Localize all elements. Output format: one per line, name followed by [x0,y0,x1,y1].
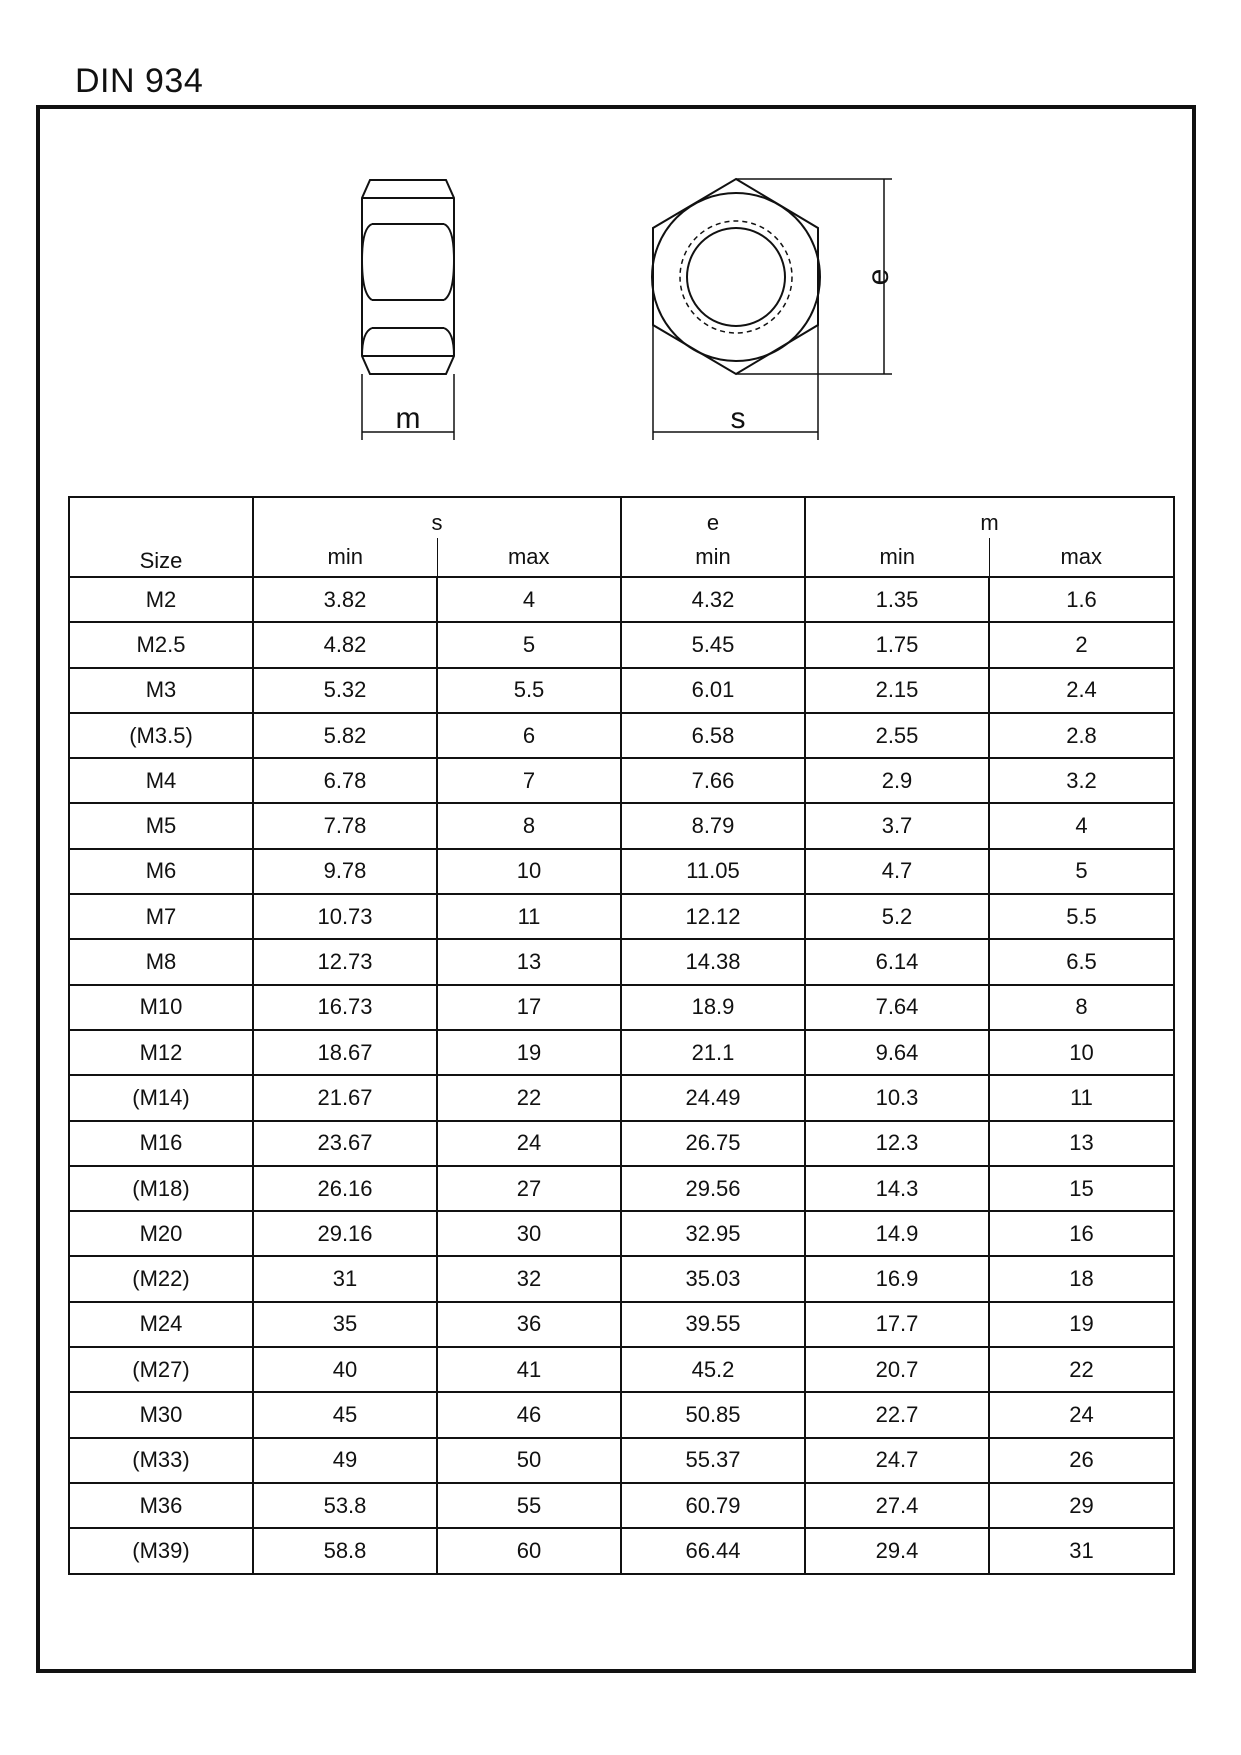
cell-s-max: 36 [437,1302,621,1347]
cell-m-max: 4 [989,803,1174,848]
table-row [69,1302,1174,1347]
cell-m-min: 17.7 [805,1302,989,1347]
cell-m-max: 26 [989,1438,1174,1483]
cell-m-min: 16.9 [805,1256,989,1301]
cell-s-min: 6.78 [253,758,437,803]
cell-size: M5 [69,803,253,848]
cell-s-min: 29.16 [253,1211,437,1256]
cell-m-min: 24.7 [805,1438,989,1483]
cell-size: M2.5 [69,622,253,667]
cell-e-min: 6.58 [621,713,805,758]
cell-s-max: 22 [437,1075,621,1120]
cell-s-min: 18.67 [253,1030,437,1075]
cell-s-min: 26.16 [253,1166,437,1211]
header-size: Size [69,497,253,577]
table-row [69,1483,1174,1528]
cell-s-max: 5 [437,622,621,667]
header-m-max: max [989,538,1174,577]
cell-size: M24 [69,1302,253,1347]
cell-m-min: 14.3 [805,1166,989,1211]
cell-e-min: 66.44 [621,1528,805,1573]
table-row [69,1166,1174,1211]
cell-s-min: 16.73 [253,985,437,1030]
nut-front-view [652,179,892,440]
cell-m-min: 12.3 [805,1121,989,1166]
table-body [69,577,1174,1574]
cell-m-max: 6.5 [989,939,1174,984]
cell-m-max: 11 [989,1075,1174,1120]
cell-m-min: 2.9 [805,758,989,803]
cell-s-min: 7.78 [253,803,437,848]
cell-size: M7 [69,894,253,939]
cell-e-min: 26.75 [621,1121,805,1166]
cell-s-min: 9.78 [253,849,437,894]
table-row [69,1256,1174,1301]
cell-s-min: 21.67 [253,1075,437,1120]
table-row [69,803,1174,848]
table-row [69,713,1174,758]
table-row [69,668,1174,713]
cell-m-max: 29 [989,1483,1174,1528]
cell-m-min: 9.64 [805,1030,989,1075]
cell-s-max: 10 [437,849,621,894]
nut-side-view [362,180,454,440]
cell-s-min: 4.82 [253,622,437,667]
cell-m-max: 1.6 [989,577,1174,622]
cell-m-max: 10 [989,1030,1174,1075]
cell-e-min: 7.66 [621,758,805,803]
cell-s-max: 41 [437,1347,621,1392]
table-row [69,1211,1174,1256]
table-row [69,622,1174,667]
table-row [69,1438,1174,1483]
cell-s-max: 32 [437,1256,621,1301]
cell-size: M6 [69,849,253,894]
cell-s-min: 12.73 [253,939,437,984]
table-row [69,849,1174,894]
cell-s-max: 11 [437,894,621,939]
cell-e-min: 50.85 [621,1392,805,1437]
cell-size: (M22) [69,1256,253,1301]
table-row [69,985,1174,1030]
cell-s-max: 6 [437,713,621,758]
cell-m-max: 24 [989,1392,1174,1437]
cell-s-max: 60 [437,1528,621,1573]
cell-e-min: 32.95 [621,1211,805,1256]
cell-size: (M3.5) [69,713,253,758]
table-row [69,758,1174,803]
cell-s-max: 8 [437,803,621,848]
cell-s-min: 3.82 [253,577,437,622]
cell-size: (M39) [69,1528,253,1573]
cell-m-max: 5 [989,849,1174,894]
cell-s-min: 35 [253,1302,437,1347]
cell-size: M10 [69,985,253,1030]
header-s-min: min [253,538,437,577]
cell-s-max: 30 [437,1211,621,1256]
cell-s-min: 10.73 [253,894,437,939]
cell-s-max: 50 [437,1438,621,1483]
cell-s-max: 24 [437,1121,621,1166]
table-row [69,939,1174,984]
cell-m-min: 1.35 [805,577,989,622]
cell-e-min: 24.49 [621,1075,805,1120]
table-row [69,1347,1174,1392]
cell-s-min: 5.32 [253,668,437,713]
cell-size: (M14) [69,1075,253,1120]
table-row [69,1392,1174,1437]
cell-s-max: 55 [437,1483,621,1528]
page-title: DIN 934 [75,62,204,100]
cell-m-max: 13 [989,1121,1174,1166]
cell-e-min: 29.56 [621,1166,805,1211]
cell-m-min: 1.75 [805,622,989,667]
table-row [69,1030,1174,1075]
cell-s-max: 5.5 [437,668,621,713]
cell-m-max: 2 [989,622,1174,667]
cell-m-max: 15 [989,1166,1174,1211]
cell-size: (M33) [69,1438,253,1483]
cell-m-min: 22.7 [805,1392,989,1437]
cell-s-max: 7 [437,758,621,803]
cell-m-max: 2.4 [989,668,1174,713]
cell-s-min: 58.8 [253,1528,437,1573]
cell-size: M2 [69,577,253,622]
cell-m-max: 5.5 [989,894,1174,939]
cell-s-max: 13 [437,939,621,984]
cell-e-min: 14.38 [621,939,805,984]
cell-size: M8 [69,939,253,984]
cell-m-min: 14.9 [805,1211,989,1256]
cell-s-min: 49 [253,1438,437,1483]
cell-size: M36 [69,1483,253,1528]
header-m: m [805,497,1174,538]
cell-e-min: 35.03 [621,1256,805,1301]
cell-e-min: 45.2 [621,1347,805,1392]
cell-m-min: 10.3 [805,1075,989,1120]
header-s: s [253,497,621,538]
dimension-s-label: s [730,402,746,435]
header-m-min: min [805,538,989,577]
cell-size: M16 [69,1121,253,1166]
nut-technical-drawing [0,0,1241,500]
cell-e-min: 39.55 [621,1302,805,1347]
cell-m-min: 4.7 [805,849,989,894]
cell-size: M30 [69,1392,253,1437]
cell-e-min: 60.79 [621,1483,805,1528]
header-e: e [621,497,805,538]
cell-s-min: 23.67 [253,1121,437,1166]
cell-m-min: 6.14 [805,939,989,984]
table-row [69,577,1174,622]
cell-m-min: 29.4 [805,1528,989,1573]
cell-s-max: 27 [437,1166,621,1211]
cell-s-max: 4 [437,577,621,622]
cell-m-min: 27.4 [805,1483,989,1528]
cell-m-min: 2.15 [805,668,989,713]
cell-m-max: 31 [989,1528,1174,1573]
cell-m-min: 5.2 [805,894,989,939]
cell-e-min: 55.37 [621,1438,805,1483]
cell-size: M20 [69,1211,253,1256]
cell-e-min: 5.45 [621,622,805,667]
din934-dimension-table [68,496,1175,1575]
dimension-e-label: e [862,268,895,286]
cell-e-min: 6.01 [621,668,805,713]
dimension-m-label: m [395,402,421,435]
cell-m-max: 8 [989,985,1174,1030]
header-e-min: min [621,538,805,577]
cell-s-max: 19 [437,1030,621,1075]
cell-s-max: 17 [437,985,621,1030]
cell-size: (M27) [69,1347,253,1392]
cell-m-max: 16 [989,1211,1174,1256]
cell-size: (M18) [69,1166,253,1211]
table-row [69,1075,1174,1120]
header-s-max: max [437,538,621,577]
cell-e-min: 12.12 [621,894,805,939]
cell-m-min: 20.7 [805,1347,989,1392]
cell-m-max: 19 [989,1302,1174,1347]
cell-size: M12 [69,1030,253,1075]
table-row [69,894,1174,939]
table-row [69,1121,1174,1166]
table-row [69,1528,1174,1573]
cell-s-min: 5.82 [253,713,437,758]
cell-s-min: 40 [253,1347,437,1392]
cell-m-min: 2.55 [805,713,989,758]
cell-size: M3 [69,668,253,713]
cell-e-min: 4.32 [621,577,805,622]
cell-s-min: 31 [253,1256,437,1301]
cell-s-min: 45 [253,1392,437,1437]
cell-m-max: 3.2 [989,758,1174,803]
cell-e-min: 11.05 [621,849,805,894]
cell-e-min: 8.79 [621,803,805,848]
cell-m-max: 22 [989,1347,1174,1392]
cell-s-min: 53.8 [253,1483,437,1528]
cell-m-max: 2.8 [989,713,1174,758]
cell-e-min: 21.1 [621,1030,805,1075]
cell-m-min: 3.7 [805,803,989,848]
cell-s-max: 46 [437,1392,621,1437]
cell-size: M4 [69,758,253,803]
cell-m-max: 18 [989,1256,1174,1301]
cell-m-min: 7.64 [805,985,989,1030]
cell-e-min: 18.9 [621,985,805,1030]
